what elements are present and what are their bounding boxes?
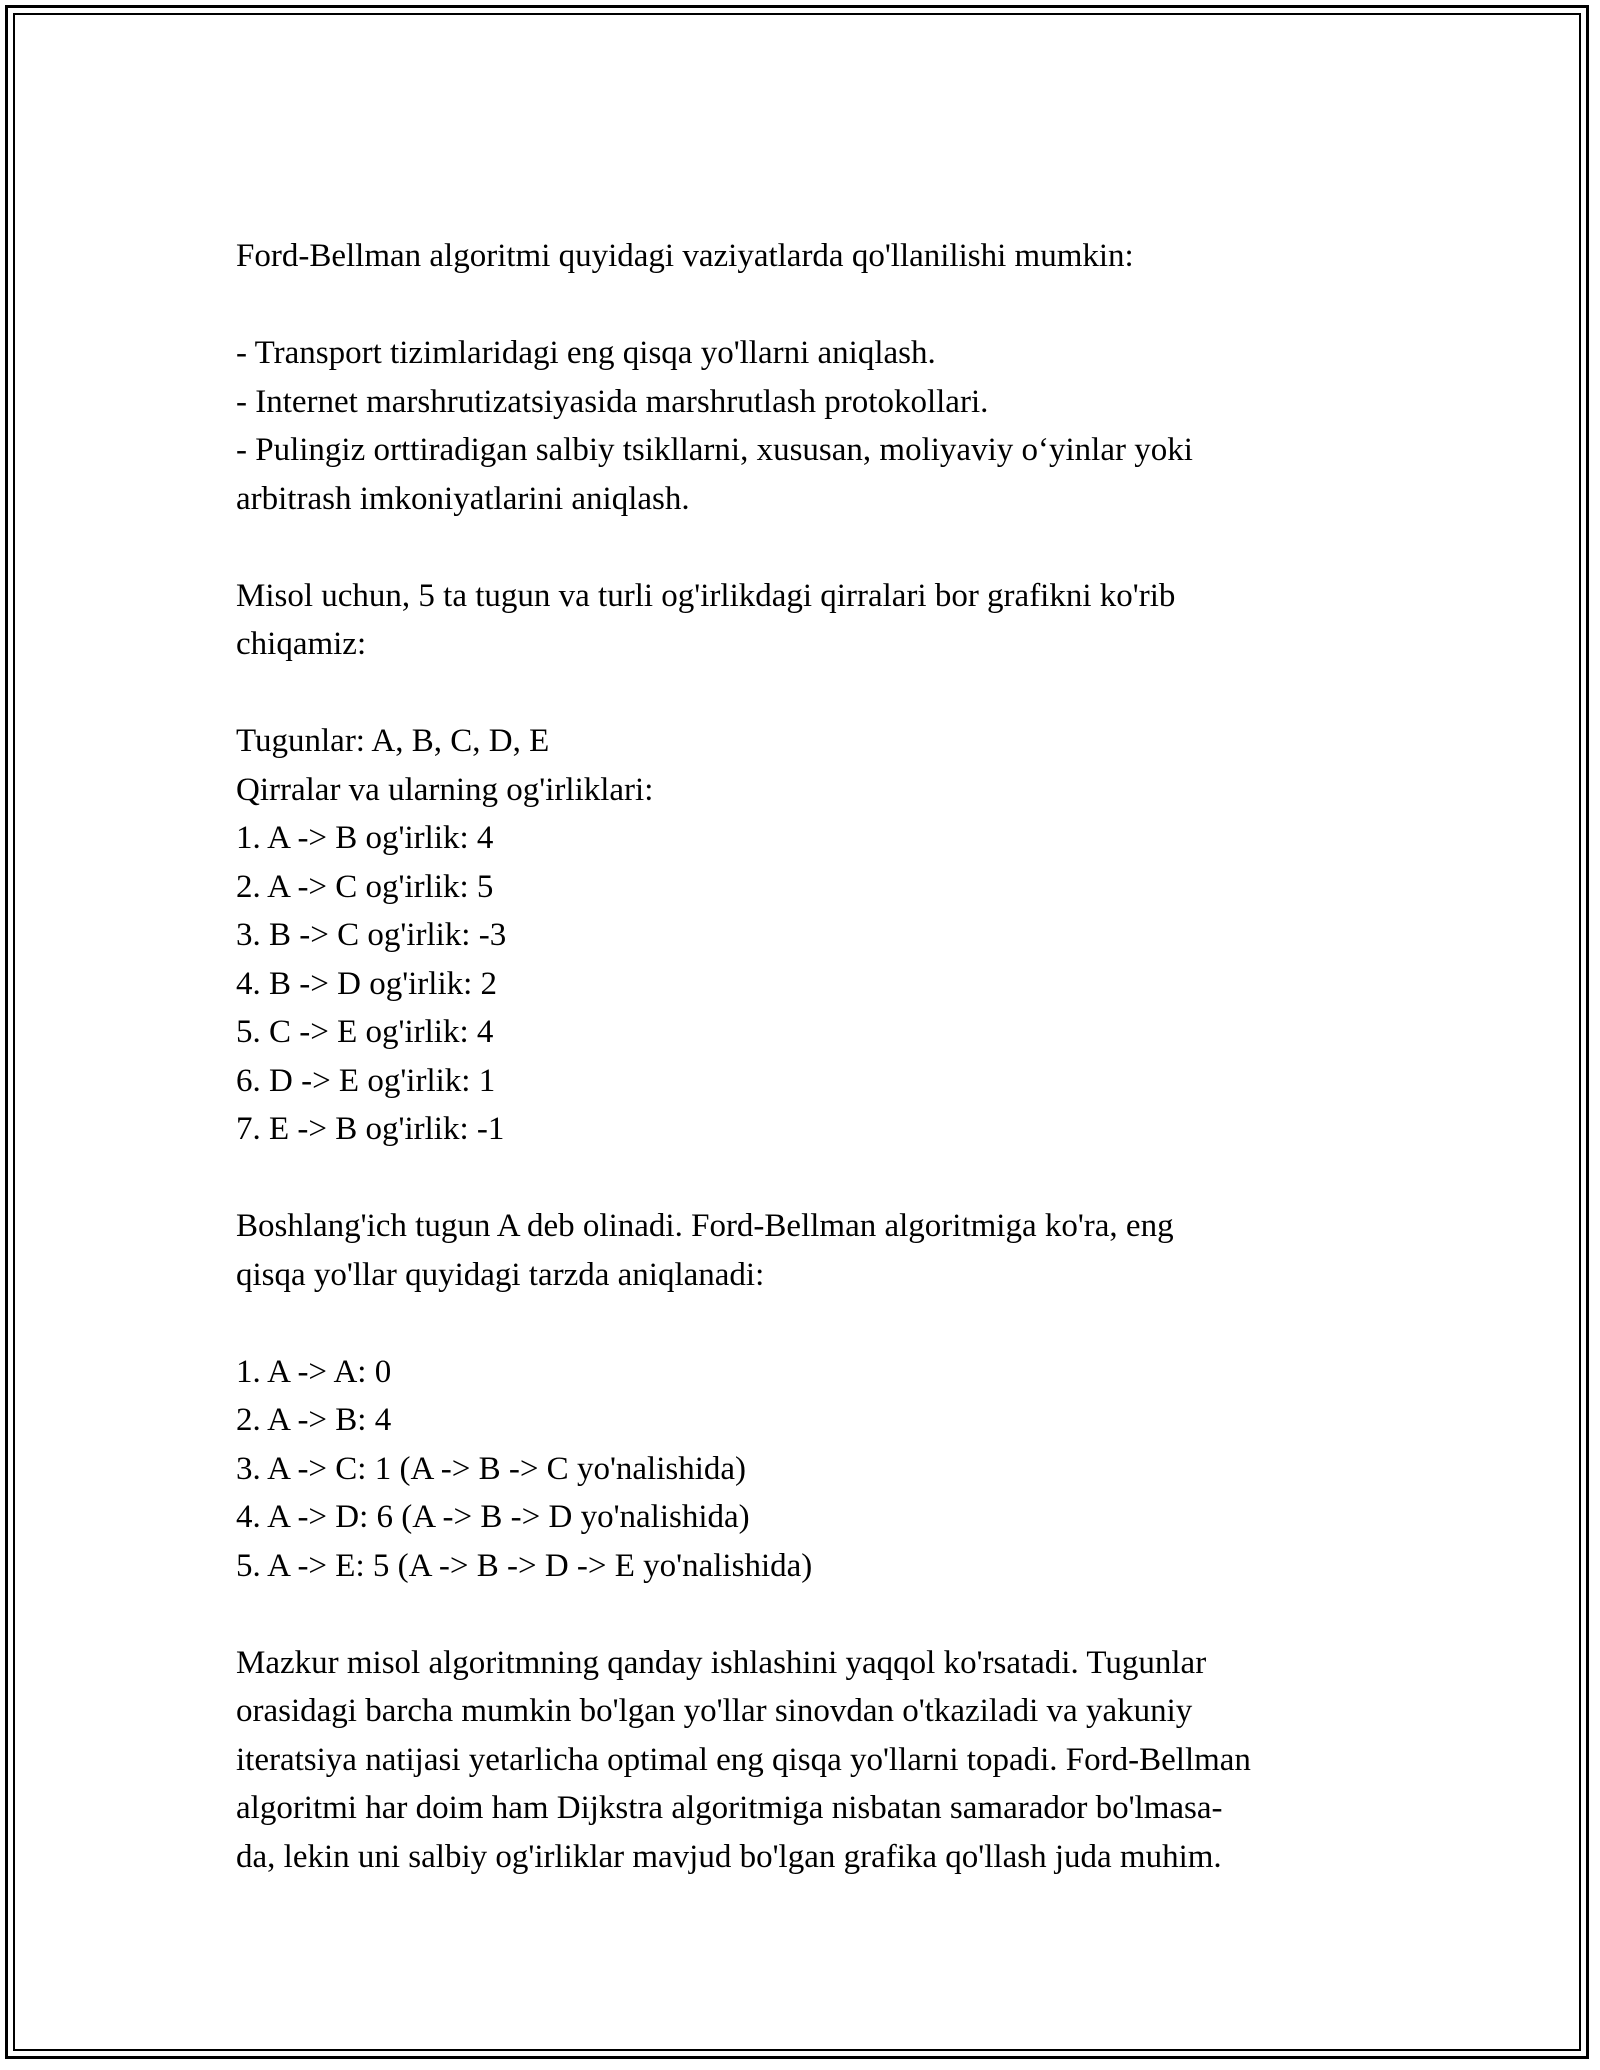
start-node-paragraph <box>236 1202 1376 1299</box>
intro-line: Ford-Bellman algoritmi quyidagi vaziyatlarda qo'llanilishi mumkin: <box>236 238 1134 274</box>
edge-item: 2. A -> C og'irlik: 5 <box>236 868 494 905</box>
paragraph-line: Misol uchun, 5 ta tugun va turli og'irlikdagi qirralari bor grafikni ko'rib <box>236 577 1176 614</box>
example-intro-paragraph <box>236 572 1376 669</box>
paragraph-gap <box>236 1590 1376 1639</box>
result-item: 4. A -> D: 6 (A -> B -> D yo'nalishida) <box>236 1499 750 1535</box>
result-item: 5. A -> E: 5 (A -> B -> D -> E yo'nalishida) <box>236 1547 813 1584</box>
edge-item: 6. D -> E og'irlik: 1 <box>236 1062 496 1099</box>
paragraph-gap <box>236 1154 1376 1203</box>
edge-item: 1. A -> B og'irlik: 4 <box>236 820 494 856</box>
result-item: 2. A -> B: 4 <box>236 1402 392 1438</box>
bullet-item-continuation: arbitrash imkoniyatlarini aniqlash. <box>236 480 690 517</box>
paragraph-line: orasidagi barcha mumkin bo'lgan yo'llar sinovdan o'tkaziladi va yakuniy <box>236 1693 1193 1729</box>
conclusion-paragraph <box>236 1639 1376 1882</box>
shortest-paths-list <box>236 1348 1376 1591</box>
document-body <box>236 232 1376 1881</box>
edges-heading: Qirralar va ularning og'irliklari: <box>236 771 654 808</box>
bullet-item: - Pulingiz orttiradigan salbiy tsikllarni, xususan, moliyaviy o‘yinlar yoki <box>236 432 1193 468</box>
paragraph-line: iteratsiya natijasi yetarlicha optimal eng qisqa yo'llarni topadi. Ford-Bellman <box>236 1741 1251 1778</box>
bullet-item: - Internet marshrutizatsiyasida marshrutlash protokollari. <box>236 383 989 420</box>
edge-item: 3. B -> C og'irlik: -3 <box>236 917 507 953</box>
paragraph-gap <box>236 281 1376 330</box>
paragraph-line: algoritmi har doim ham Dijkstra algoritmiga nisbatan samarador bo'lmasa- <box>236 1790 1223 1826</box>
paragraph-line: qisqa yo'llar quyidagi tarzda aniqlanadi: <box>236 1256 765 1293</box>
edge-item: 4. B -> D og'irlik: 2 <box>236 965 498 1002</box>
result-item: 3. A -> C: 1 (A -> B -> C yo'nalishida) <box>236 1450 747 1487</box>
edge-item: 7. E -> B og'irlik: -1 <box>236 1111 505 1147</box>
edges-list <box>236 814 1376 1154</box>
paragraph-gap <box>236 1299 1376 1348</box>
paragraph-gap <box>236 669 1376 718</box>
paragraph-line: chiqamiz: <box>236 626 367 662</box>
result-item: 1. A -> A: 0 <box>236 1353 392 1390</box>
paragraph-line: Mazkur misol algoritmning qanday ishlashini yaqqol ko'rsatadi. Tugunlar <box>236 1644 1207 1681</box>
paragraph-line: da, lekin uni salbiy og'irliklar mavjud bo'lgan grafika qo'llash juda muhim. <box>236 1838 1222 1875</box>
paragraph-line: Boshlang'ich tugun A deb olinadi. Ford-Bellman algoritmiga ko'ra, eng <box>236 1208 1174 1244</box>
paragraph-gap <box>236 523 1376 572</box>
edge-item: 5. C -> E og'irlik: 4 <box>236 1014 494 1050</box>
usage-bullet-list <box>236 329 1376 523</box>
nodes-line: Tugunlar: A, B, C, D, E <box>236 723 550 759</box>
bullet-item: - Transport tizimlaridagi eng qisqa yo'llarni aniqlash. <box>236 335 936 371</box>
